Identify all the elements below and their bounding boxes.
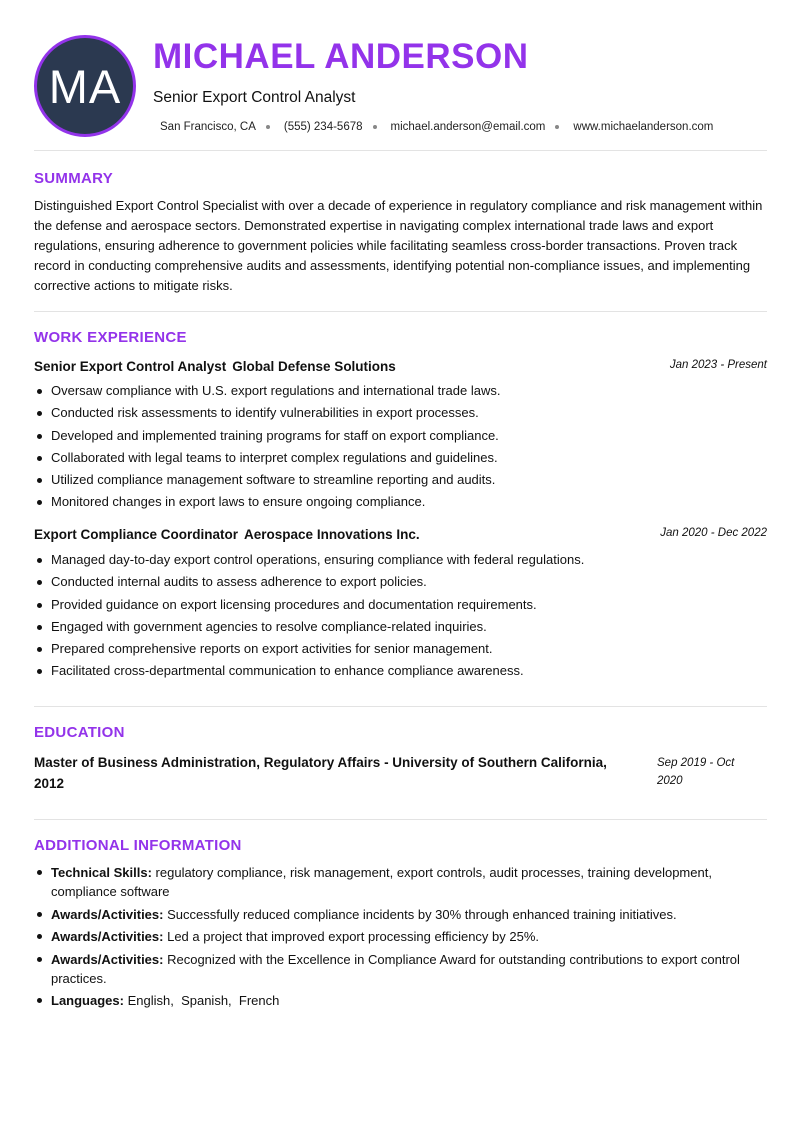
list-item: Managed day-to-day export control operations, ensuring compliance with federal regulations. xyxy=(34,549,767,571)
candidate-name: MICHAEL ANDERSON xyxy=(153,37,529,76)
summary-text: Distinguished Export Control Specialist with over a decade of experience in regulatory compliance and risk management within the defense and aerospace sectors. Demonstrated expertise in navigating complex international trade laws and export regulations, ensuring adherence to government policies while facilitating seamless cross-border transactions. Proven track record in conducting comprehensive audits and assessments, identifying potential non-compliance issues, and implementing corrective actions to mitigate risks. xyxy=(34,198,763,293)
candidate-title: Senior Export Control Analyst xyxy=(153,89,356,106)
additional-info-list xyxy=(34,863,769,1014)
work-experience-heading: WORK EXPERIENCE xyxy=(34,329,187,346)
education-degree: Master of Business Administration, Regulatory Affairs - University of Southern California, 2012 xyxy=(34,755,607,791)
job-header xyxy=(34,358,767,376)
job-role: Senior Export Control Analyst xyxy=(34,359,227,374)
divider xyxy=(34,819,767,820)
contact-website[interactable]: www.michaelanderson.com xyxy=(573,121,714,133)
separator-dot xyxy=(373,125,377,129)
divider xyxy=(34,150,767,151)
item-text: Successfully reduced compliance incidents by 30% through enhanced training initiatives. xyxy=(167,906,677,922)
job-bullets xyxy=(34,549,767,683)
separator-dot xyxy=(555,125,559,129)
education-dates: Sep 2019 - Oct 2020 xyxy=(657,757,735,787)
list-item xyxy=(34,950,769,988)
job-dates: Jan 2023 - Present xyxy=(669,359,767,371)
item-label: Awards/Activities: xyxy=(51,951,164,967)
contact-info xyxy=(160,121,713,133)
item-label: Languages: xyxy=(51,993,124,1008)
separator-dot xyxy=(266,125,270,129)
item-label: Awards/Activities: xyxy=(51,929,164,944)
additional-info-heading: ADDITIONAL INFORMATION xyxy=(34,837,242,854)
list-item: Monitored changes in export laws to ensure ongoing compliance. xyxy=(34,491,767,513)
list-item: Engaged with government agencies to resolve compliance-related inquiries. xyxy=(34,616,767,638)
divider xyxy=(34,706,767,707)
item-text: Led a project that improved export processing efficiency by 25%. xyxy=(167,929,540,944)
divider xyxy=(34,311,767,312)
job-dates: Jan 2020 - Dec 2022 xyxy=(660,527,767,539)
contact-phone[interactable]: (555) 234-5678 xyxy=(283,121,363,133)
item-text: Recognized with the Excellence in Compliance Award for outstanding contributions to export control practices. xyxy=(51,951,740,986)
list-item: Prepared comprehensive reports on export activities for senior management. xyxy=(34,638,767,660)
list-item xyxy=(34,991,769,1010)
summary-heading: SUMMARY xyxy=(34,170,114,187)
list-item: Collaborated with legal teams to interpret complex regulations and guidelines. xyxy=(34,447,767,469)
list-item xyxy=(34,927,769,946)
job-role: Export Compliance Coordinator xyxy=(34,527,239,542)
list-item: Developed and implemented training programs for staff on export compliance. xyxy=(34,425,767,447)
list-item: Utilized compliance management software to streamline reporting and audits. xyxy=(34,469,767,491)
job-company: Aerospace Innovations Inc. xyxy=(244,527,420,542)
item-label: Technical Skills: xyxy=(51,865,152,880)
job-company: Global Defense Solutions xyxy=(232,359,396,374)
list-item: Conducted risk assessments to identify vulnerabilities in export processes. xyxy=(34,402,767,424)
education-heading: EDUCATION xyxy=(34,724,125,741)
contact-location: San Francisco, CA xyxy=(160,121,256,133)
list-item xyxy=(34,863,769,901)
item-label: Awards/Activities: xyxy=(51,906,164,922)
item-text: English, Spanish, French xyxy=(127,993,280,1008)
list-item: Oversaw compliance with U.S. export regulations and international trade laws. xyxy=(34,380,767,402)
list-item xyxy=(34,905,769,924)
item-text: regulatory compliance, risk management, export controls, audit processes, training development, compliance software xyxy=(51,865,712,899)
list-item: Conducted internal audits to assess adherence to export policies. xyxy=(34,571,767,593)
contact-email[interactable]: michael.anderson@email.com xyxy=(390,121,546,133)
avatar xyxy=(34,35,136,137)
job-header xyxy=(34,526,767,544)
avatar-initials: MA xyxy=(48,59,122,113)
list-item: Facilitated cross-departmental communication to enhance compliance awareness. xyxy=(34,660,767,682)
job-bullets xyxy=(34,380,767,514)
list-item: Provided guidance on export licensing procedures and documentation requirements. xyxy=(34,594,767,616)
